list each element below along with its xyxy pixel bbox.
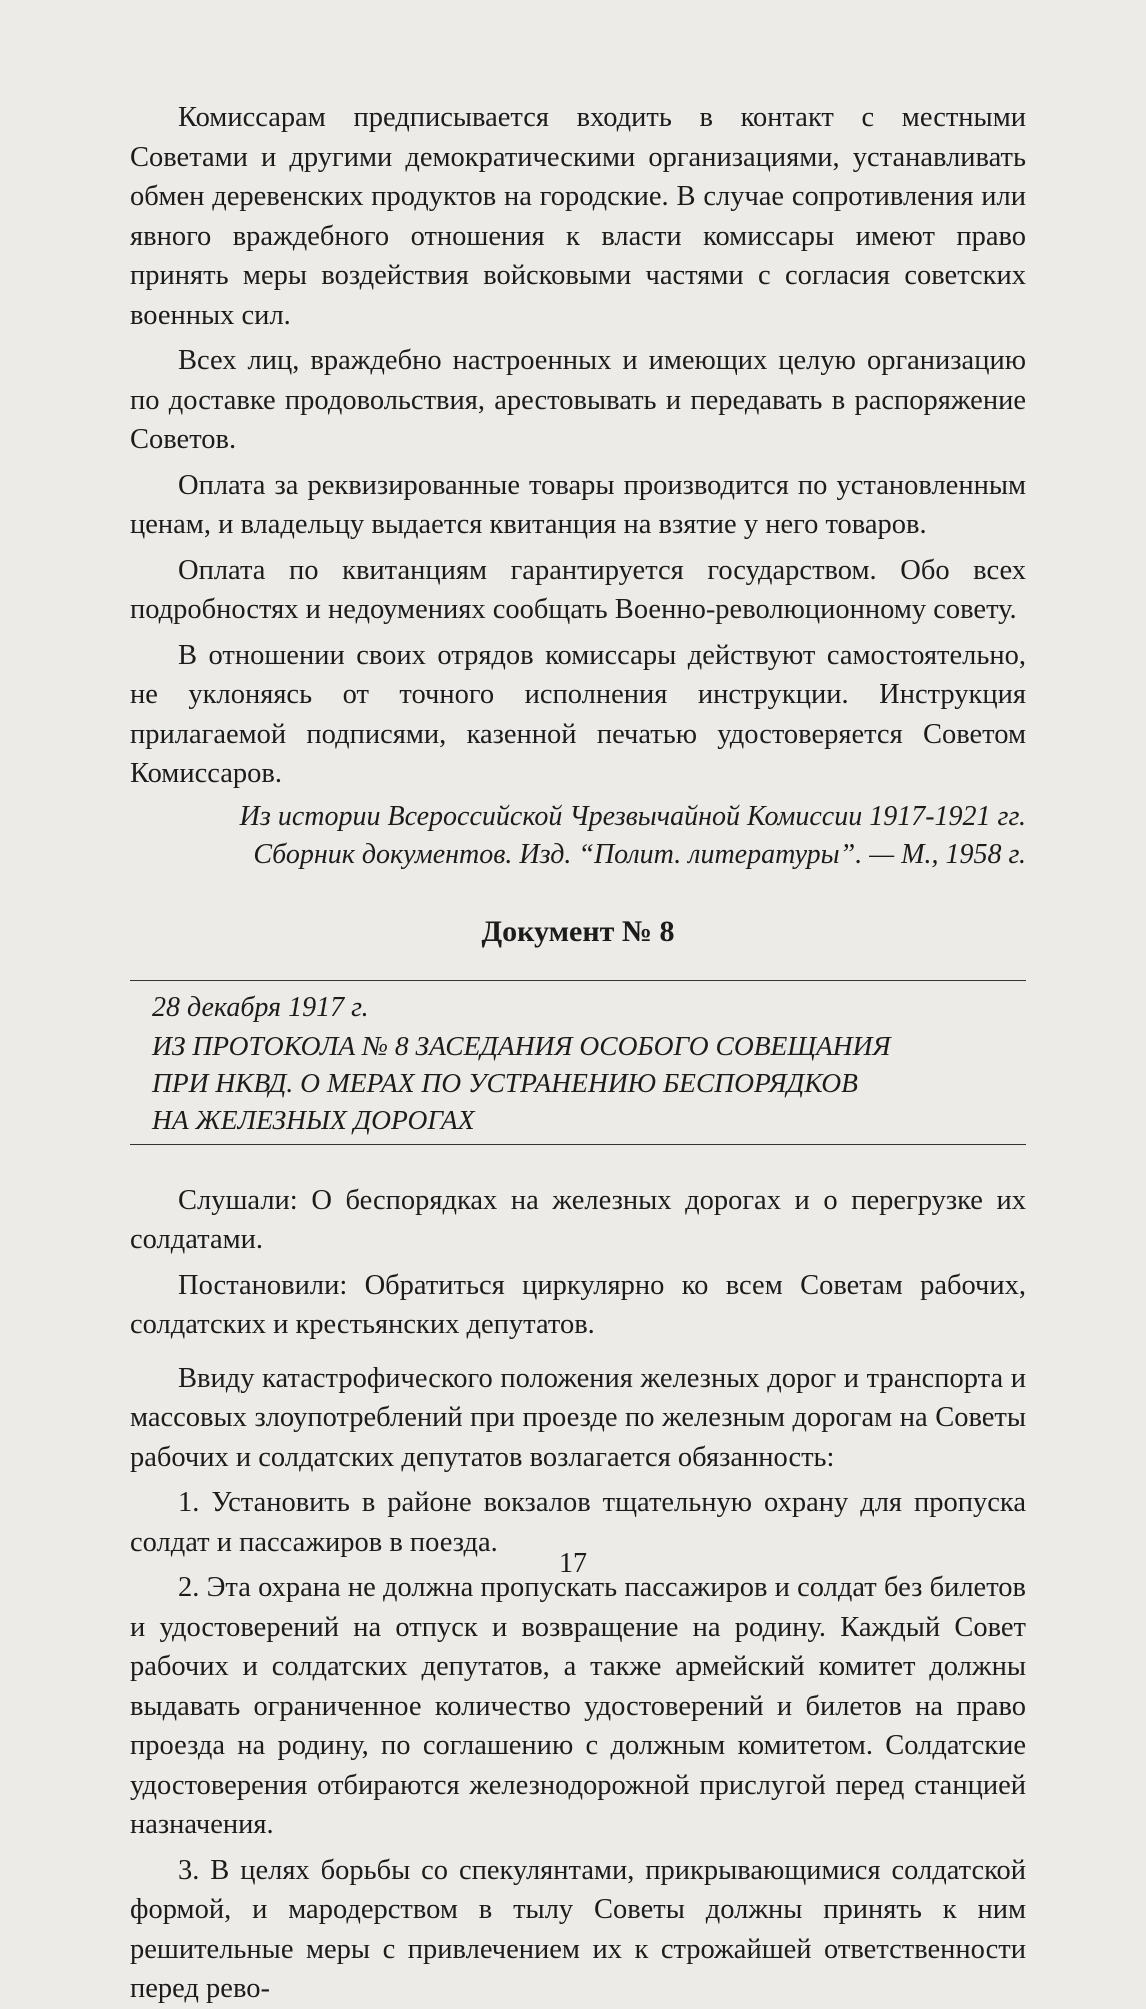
paragraph-arrests: Всех лиц, враждебно настроенных и имеющих целую организацию по доставке продовольствия, арестовывать и передавать в распоряжение Советов. (130, 345, 1026, 455)
page-number: 17 (559, 1548, 587, 1579)
paragraph-receipts: Оплата по квитанциям гарантируется государством. Обо всех подробностях и недоумениях сообщать Военно-революционному совету. (130, 554, 1026, 625)
document-title-line-2: ПРИ НКВД. О МЕРАХ ПО УСТРАНЕНИЮ БЕСПОРЯДКОВ (152, 1066, 858, 1098)
document-heading: Документ № 8 (481, 914, 675, 948)
paragraph-item-3: 3. В целях борьбы со спекулянтами, прикрывающимися солдатской формой, и мародерством в тылу Советы должны принять к ним решительные меры с привлечением их к строжайшей ответственности перед рево- (130, 1854, 1026, 2004)
paragraph-catastrophic: Ввиду катастрофического положения железных дорог и транспорта и массовых злоупотреблений при проезде по железным дорогам на Советы рабочих и солдатских депутатов возлагается обязанность: (130, 1362, 1026, 1473)
document-title-line-1: ИЗ ПРОТОКОЛА № 8 ЗАСЕДАНИЯ ОСОБОГО СОВЕЩАНИЯ (152, 1029, 891, 1061)
source-citation (130, 798, 1026, 874)
paragraph-commissars-contact: Комиссарам предписывается входить в контакт с местными Советами и другими демократическими организациями, устанавливать обмен деревенских продуктов на городские. В случае сопротивления или явного враждебного отношения к власти комиссары имеют право принять меры воздействия войсковыми частями с согласия советских военных сил. (130, 102, 1026, 331)
paragraph-payment: Оплата за реквизированные товары производится по установленным ценам, и владельцу выдается квитанция на взятие у него товаров. (130, 469, 1026, 540)
document-date: 28 декабря 1917 г. (152, 991, 369, 1023)
paragraph-item-2: 2. Эта охрана не должна пропускать пассажиров и солдат без билетов и удостоверений на отпуск и возвращение на родину. Каждый Совет рабочих и солдатских депутатов, а также армейский комитет должны выдавать ограниченное количество удостоверений и билетов на право проезда на родину, по соглашению с должным комитетом. Солдатские удостоверения отбираются железнодорожной прислугой перед станцией назначения. (130, 1572, 1026, 1840)
source-line-1: Из истории Всероссийской Чрезвычайной Комиссии 1917-1921 гг. (239, 800, 1026, 832)
document-title (152, 1027, 1026, 1138)
document-header-block (130, 981, 1026, 1144)
source-line-2: Сборник документов. Изд. “Полит. литературы”. — М., 1958 г. (253, 838, 1026, 870)
paragraph-detachments: В отношении своих отрядов комиссары действуют самостоятельно, не уклоняясь от точного исполнения инструкции. Инструкция прилагаемой подписями, казенной печатью удостоверяется Советом Комиссаров. (130, 639, 1026, 789)
document-title-line-3: НА ЖЕЛЕЗНЫХ ДОРОГАХ (152, 1103, 475, 1135)
header-rule-bottom (130, 1144, 1026, 1145)
paragraph-heard: Слушали: О беспорядках на железных дорогах и о перегрузке их солдатами. (130, 1184, 1026, 1255)
paragraph-item-1: 1. Установить в районе вокзалов тщательную охрану для пропуска солдат и пассажиров в поезда. (130, 1487, 1026, 1558)
paragraph-resolved: Постановили: Обратиться циркулярно ко всем Советам рабочих, солдатских и крестьянских депутатов. (130, 1269, 1026, 1340)
